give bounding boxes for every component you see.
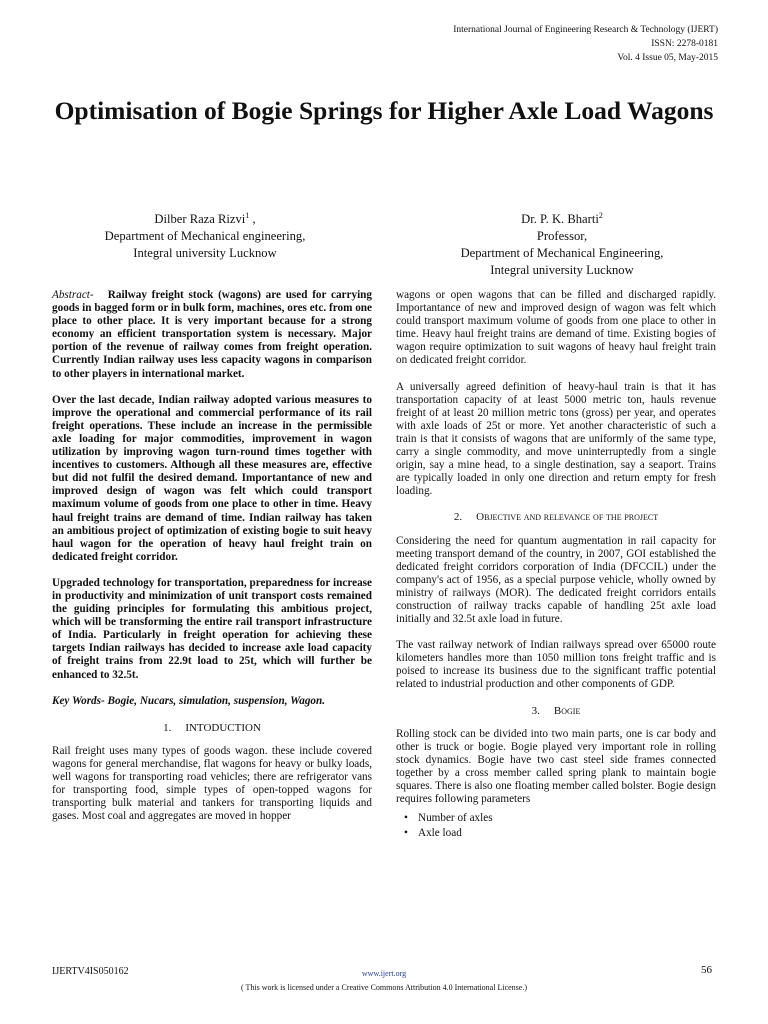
bullet-icon: • [404,827,408,840]
list-item: • Number of axles [404,812,493,825]
author-2-affiliation: Integral university Lucknow [490,263,634,278]
section-heading-bogie: 3. Bogie [531,704,581,717]
author-2-name: Dr. P. K. Bharti$^2$ [521,211,603,227]
author-2-dept: Department of Mechanical Engineering, [460,246,664,261]
section-heading-introduction: 1. INTODUCTION [163,721,261,734]
abstract-paragraph-2: Over the last decade, Indian railway adopted various measures to improve the operational and commercial performance of its rail freight operations. These include an increase in the permissible axle loading for major commodities, improvement in wagon utilization by improving wagon turn-round times together with incentives to customers. Although all these measures are, effective but did not fulfil the desired demand. Importantance of new and improved design of wagon was felt which could transport maximum volume of goods from one place to other in time. Heavy haul freight trains are demand of time. Indian railway has taken an ambitious project of optimization of existing bogie to suit heavy haul wagon for the operation of heavy haul freight train on dedicated freight corridor. [52,393,372,563]
author-1-affiliation: Integral university Lucknow [133,246,277,261]
author-2-title: Professor, [536,229,588,244]
license-notice: ( This work is licensed under a Creative Commons Attribution 4.0 International License.) [240,983,527,992]
journal-issn: ISSN: 2278-0181 [651,39,718,49]
author-1-dept: Department of Mechanical engineering, [104,229,306,244]
objective-paragraph-2: The vast railway network of Indian railways spread over 65000 route kilometers handles more than 1050 million tons freight traffic and is poised to increase its business due to the significant traffic potential related to industrial production and other components of GDP. [396,639,716,691]
bogie-paragraph: Rolling stock can be divided into two main parts, one is car body and other is truck or bogie. Bogie played very important role in rolling stock dynamics. Bogie have two cast steel side frames connected together by a cross member called spring plank to maintain bogie squares. There is also one floating member called bolster. Bogie design requires following parameters [396,727,716,806]
heavy-haul-definition-paragraph: A universally agreed definition of heavy-haul train is that it has transportation capacity of at least 5000 metric ton, hauls revenue freight of at least 20 million metric tons (gross) per year, and operates with axle loads of 25t or more. Yet another characteristic of such a train is that it consists of wagons that are uniformly of the same type, carry a single commodity, and move uninterruptedly from a single origin, say a mine head, to a single destination, say a seaport. Trains are typically loaded in only one direction and return empty for fresh loading. [396,380,716,498]
journal-header [453,23,718,65]
author-2-block [412,207,712,279]
left-column [52,289,372,836]
abstract-paragraph-1: Abstract- Railway freight stock (wagons) are used for carrying goods in bagged form or in bulk form, machines, ores etc. from one place to other place. It is very important because for a strong economy an efficient transportation system is necessary. Major portion of the revenue of railway comes from freight operation. Currently Indian railway uses less capacity wagons in comparison to other players in international market. [52,289,373,380]
page-number: 56 [701,964,712,976]
section-heading-objective: 2. Objective and relevance of the project [453,511,659,524]
paper-id: IJERTV4IS050162 [52,966,129,977]
author-1-block [60,207,350,262]
abstract-label: Abstract- [52,289,94,301]
paper-title: Optimisation of Bogie Springs for Higher Axle Load Wagons [54,96,714,125]
keywords: Key Words- Bogie, Nucars, simulation, suspension, Wagon. [52,694,326,707]
journal-name: International Journal of Engineering Research & Technology (IJERT) [453,25,718,35]
intro-continued-paragraph: wagons or open wagons that can be filled and discharged rapidly. Importantance of new and improved design of wagon was felt which could transport maximum volume of goods from one place to other in time. Heavy haul freight trains are demand of time. Existing bogies of wagon require optimization to suit wagons of heavy haul freight train on dedicated freight corridor. [396,289,716,367]
journal-volume: Vol. 4 Issue 05, May-2015 [617,53,718,63]
bogie-parameter-list [396,812,716,840]
introduction-paragraph: Rail freight uses many types of goods wagon. these include covered wagons for general merchandise, flat wagons for heavy or bulky loads, well wagons for transporting road vehicles; there are refrigerator vans for transporting food, simple types of open-topped wagons for transporting bulk material and tankers for transporting liquids and gases. Most coal and aggregates are moved in hopper [52,744,372,823]
journal-website-link[interactable]: www.ijert.org [361,969,407,978]
objective-paragraph-1: Considering the need for quantum augmentation in rail capacity for meeting transport demand of the country, in 2007, GOI established the dedicated freight corridors corporation of India (DFCCIL) under the company's act of 1956, as a special purpose vehicle, wholly owned by ministry of railways (MOR). The dedicated freight corridors entails construction of railway tracks capable of handling 25t axle load initially and 32.5t axle load in future. [396,534,716,626]
author-1-name: Dilber Raza Rizvi$^1$ , [154,211,256,227]
bullet-icon: • [404,812,408,825]
list-item: • Axle load [404,827,462,840]
abstract-paragraph-3: Upgraded technology for transportation, preparedness for increase in productivity and minimization of unit transport costs remained the guiding principles for formulating this ambitious project, which will be transforming the entire rail transport infrastructure of India. Particularly in freight operation for achieving these targets Indian railways has decided to increase axle load capacity of freight trains from 22.9t load to 25t, which will further be enhanced to 32.5t. [52,576,372,681]
right-column [396,289,716,842]
